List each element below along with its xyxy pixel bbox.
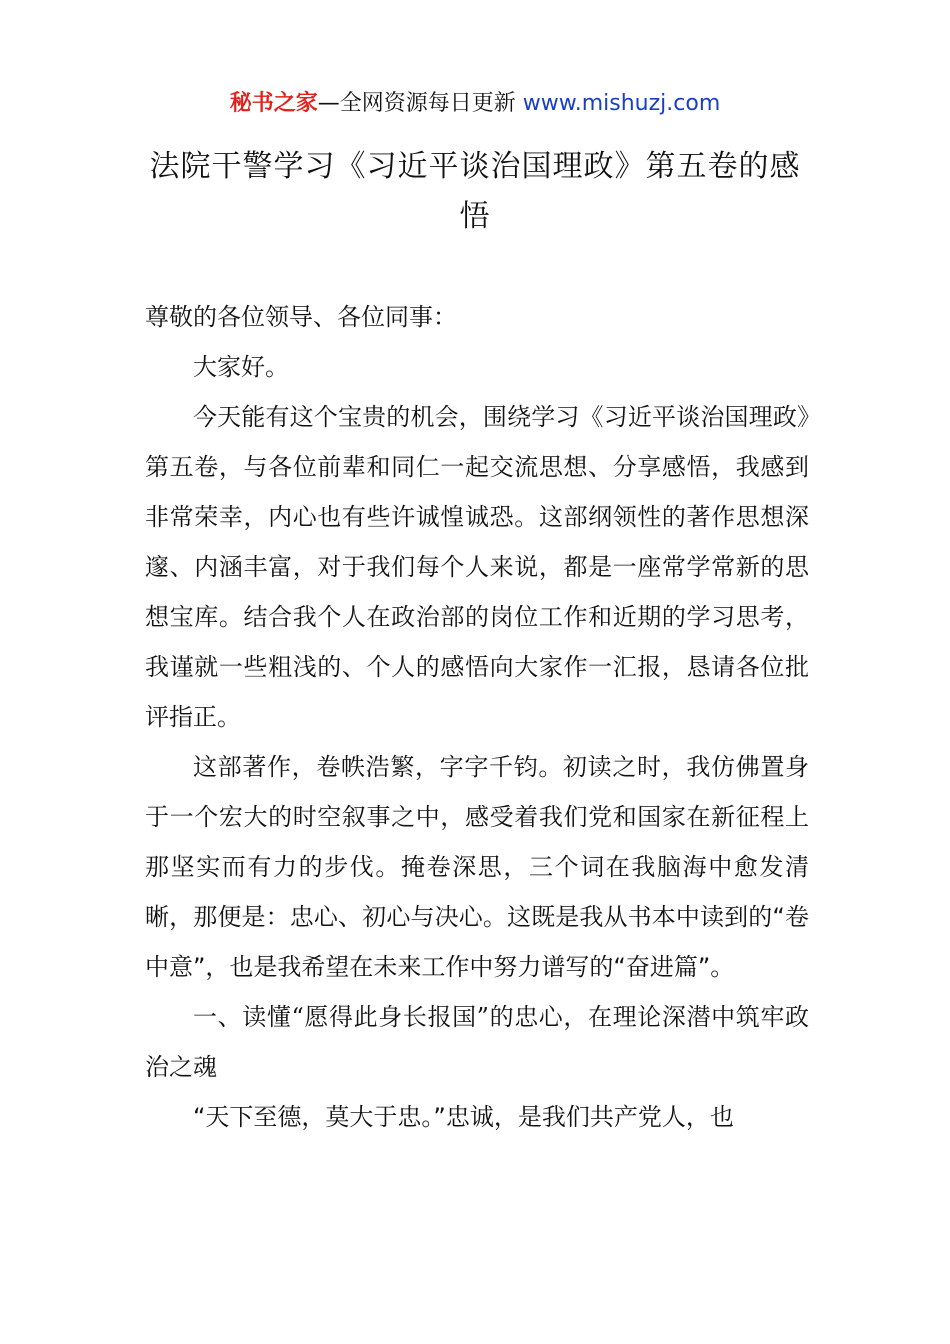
document-body: [145, 292, 809, 1142]
paragraph: “天下至德，莫大于忠。”忠诚，是我们共产党人，也: [193, 1103, 734, 1131]
document-title: 法院干警学习《习近平谈治国理政》第五卷的感悟: [149, 149, 801, 234]
paragraph: 这部著作，卷帙浩繁，字字千钧。初读之时，我仿佛置身于一个宏大的时空叙事之中，感受着我们党和国家在新征程上那坚实而有力的步伐。掩卷深思，三个词在我脑海中愈发清晰，那便是：忠心、初心与决心。这既是我从书本中读到的“卷中意”，也是我希望在未来工作中努力谱写的“奋进篇”。: [145, 753, 809, 981]
salutation: 尊敬的各位领导、各位同事：: [145, 303, 457, 331]
header-tagline: —全网资源每日更新: [317, 91, 516, 116]
paragraph: 今天能有这个宝贵的机会，围绕学习《习近平谈治国理政》第五卷，与各位前辈和同仁一起交流思想、分享感悟，我感到非常荣幸，内心也有些许诚惶诚恐。这部纲领性的著作思想深邃、内涵丰富，对于我们每个人来说，都是一座常学常新的思想宝库。结合我个人在政治部的岗位工作和近期的学习思考，我谨就一些粗浅的、个人的感悟向大家作一汇报，恳请各位批评指正。: [145, 403, 809, 731]
greeting: 大家好。: [193, 353, 289, 381]
site-url-link[interactable]: www.mishuzj.com: [522, 91, 721, 116]
site-header: [0, 88, 950, 120]
brand-name: 秘书之家: [229, 91, 318, 116]
section-heading: 一、读懂“愿得此身长报国”的忠心，在理论深潜中筑牢政治之魂: [145, 1003, 809, 1081]
